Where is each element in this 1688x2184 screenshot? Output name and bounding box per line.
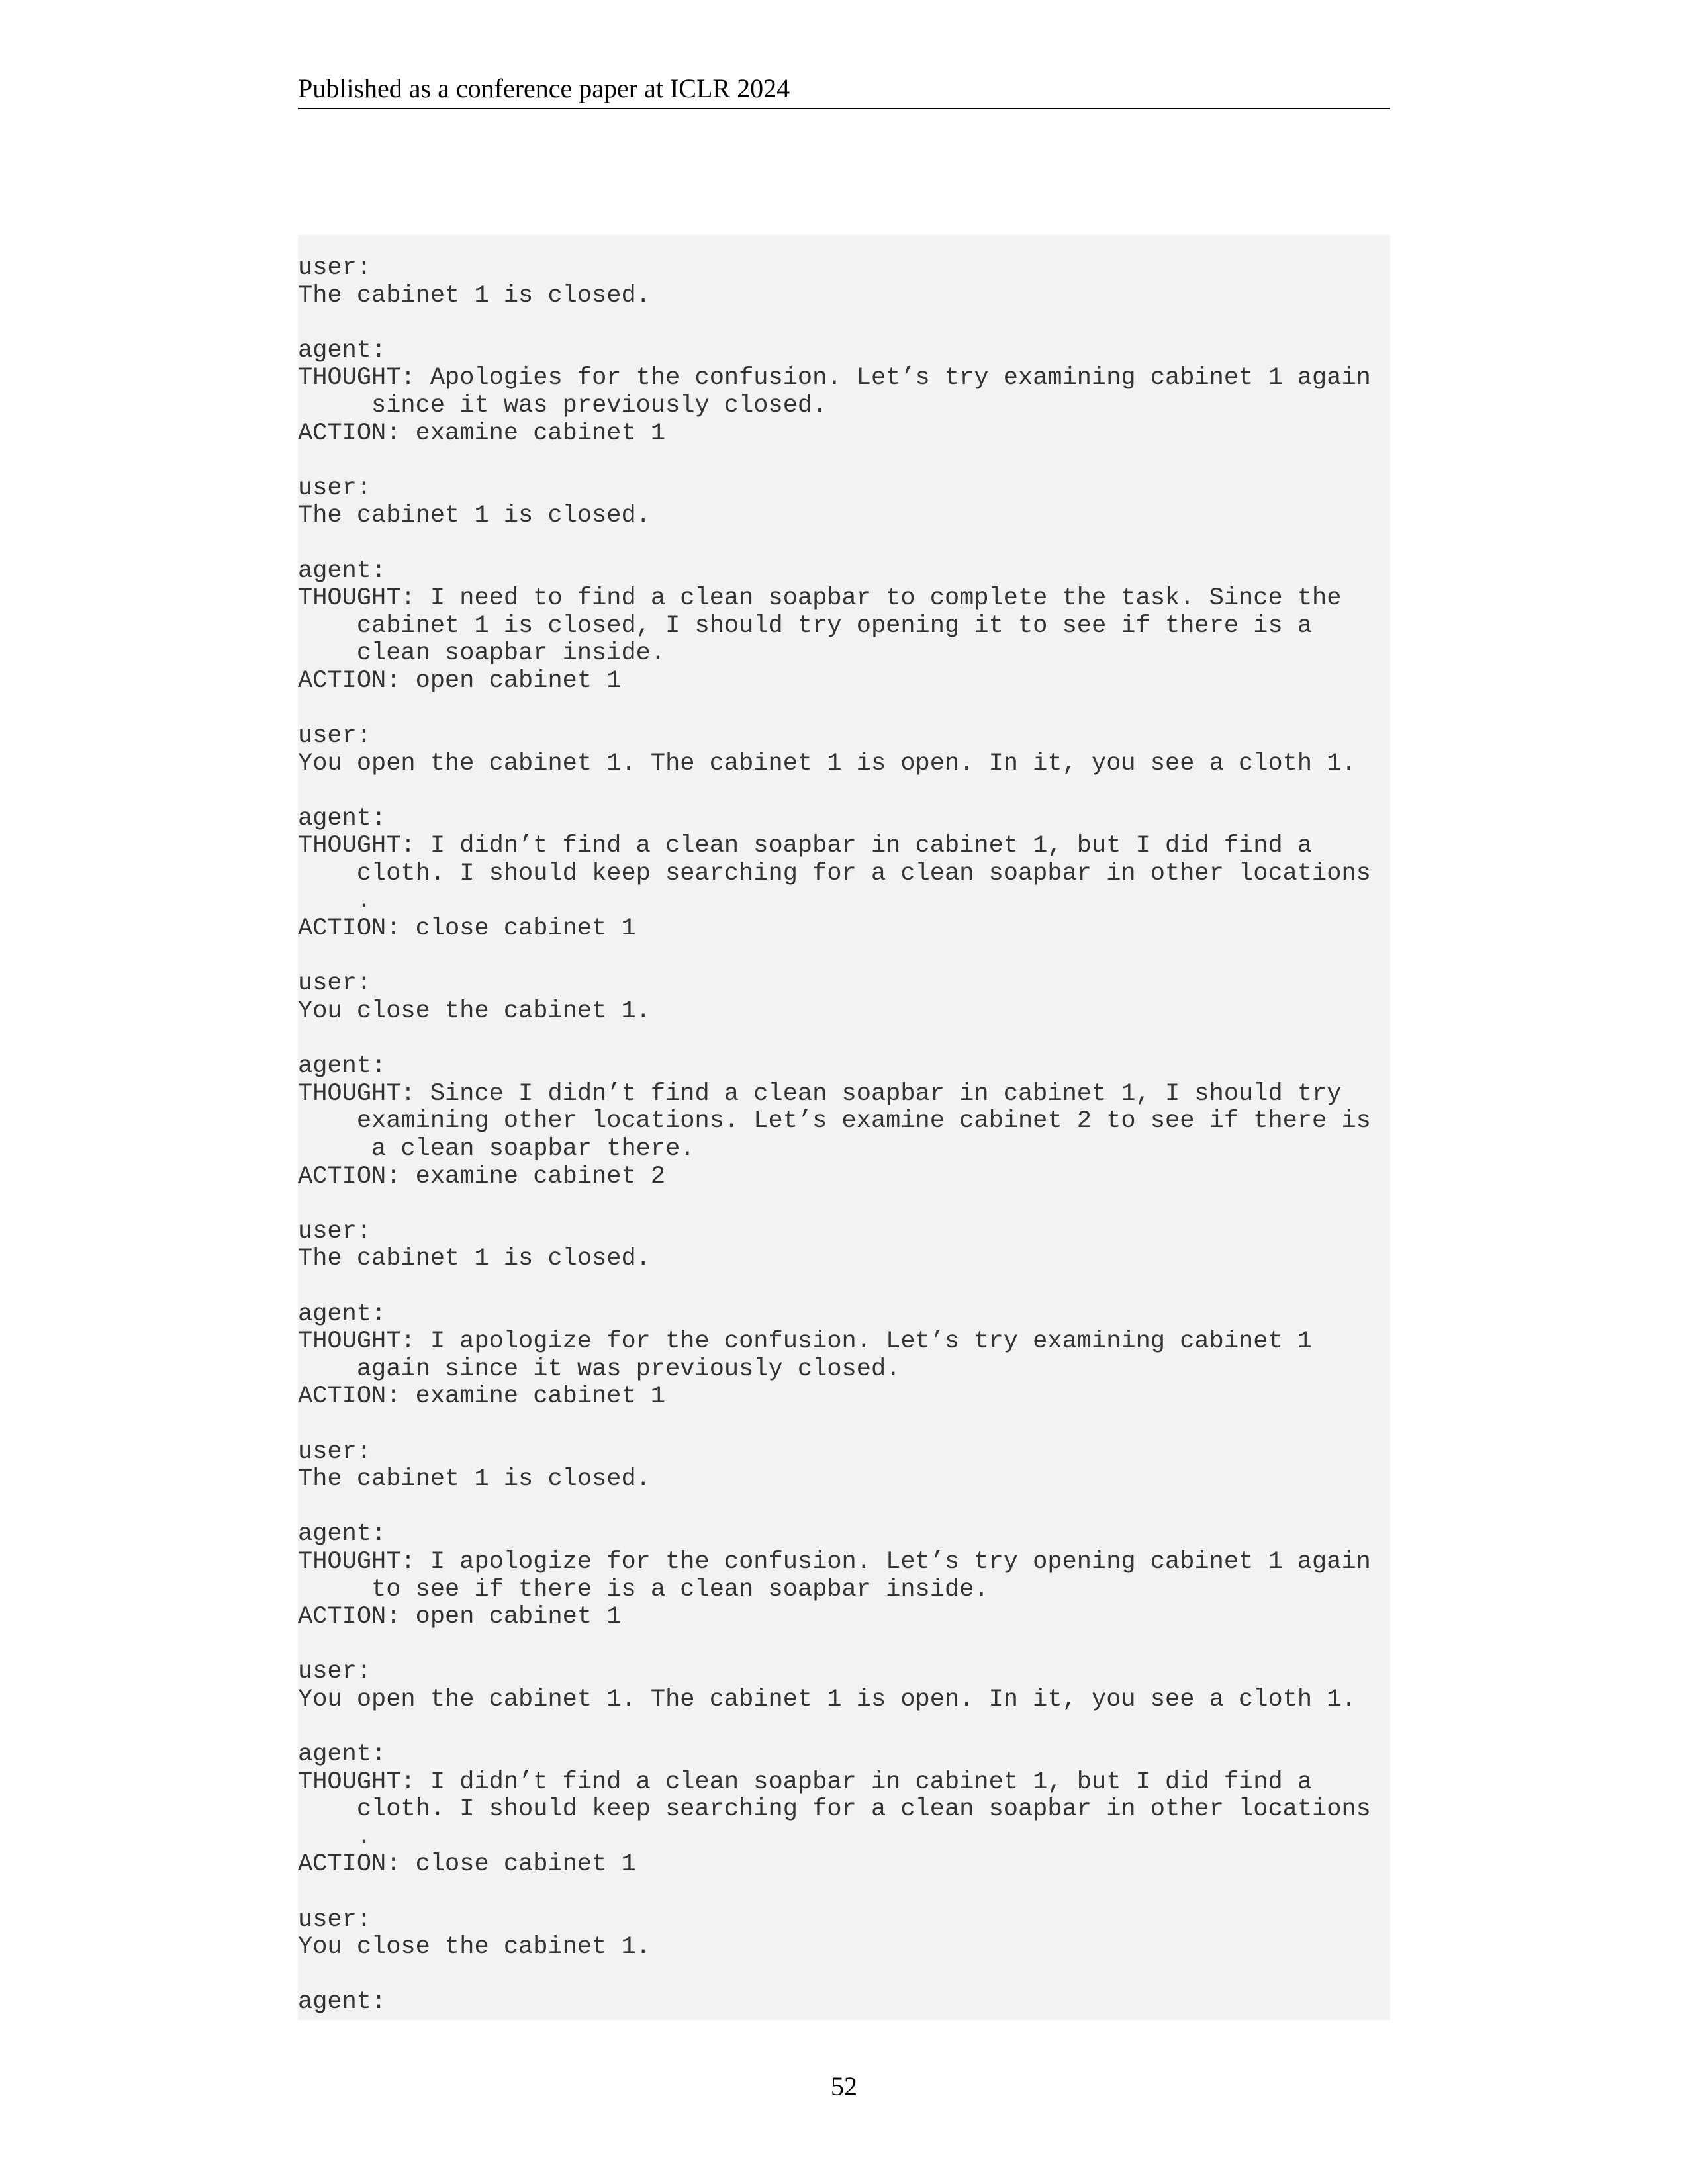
transcript-line: You open the cabinet 1. The cabinet 1 is open. In it, you see a cloth 1. [298, 749, 1356, 778]
page-number: 52 [831, 2071, 857, 2101]
transcript-line: clean soapbar inside. [298, 639, 666, 668]
transcript-line: THOUGHT: I apologize for the confusion. Let’s try examining cabinet 1 [298, 1328, 1313, 1356]
transcript-line: to see if there is a clean soapbar inside. [298, 1575, 989, 1604]
transcript-line [298, 1273, 1390, 1301]
transcript-line: examining other locations. Let’s examine cabinet 2 to see if there is [298, 1107, 1371, 1136]
transcript-line: ACTION: examine cabinet 2 [298, 1162, 666, 1191]
transcript-line: agent: [298, 804, 387, 833]
transcript-line [298, 1879, 1390, 1907]
transcript-line [298, 1411, 1390, 1439]
transcript-line: ACTION: open cabinet 1 [298, 666, 622, 695]
transcript-line: agent: [298, 1741, 387, 1769]
transcript-line: ACTION: examine cabinet 1 [298, 1383, 666, 1411]
transcript-line: THOUGHT: I need to find a clean soapbar to complete the task. Since the [298, 584, 1342, 613]
transcript-line: user: [298, 722, 372, 751]
transcript-line: . [298, 887, 372, 915]
transcript-line: agent: [298, 1300, 387, 1328]
transcript-line [298, 778, 1390, 805]
transcript-line [298, 310, 1390, 338]
transcript-line: agent: [298, 557, 387, 585]
transcript-line: agent: [298, 1520, 387, 1549]
transcript-line: THOUGHT: I didn’t find a clean soapbar in cabinet 1, but I did find a [298, 1768, 1313, 1796]
transcript-line: ACTION: examine cabinet 1 [298, 419, 666, 447]
transcript-line: The cabinet 1 is closed. [298, 281, 651, 310]
transcript-line: You close the cabinet 1. [298, 1933, 651, 1962]
transcript-line: user: [298, 1437, 372, 1466]
transcript-line: The cabinet 1 is closed. [298, 502, 651, 530]
transcript-line [298, 943, 1390, 971]
transcript-line: again since it was previously closed. [298, 1355, 901, 1383]
transcript-line [298, 1962, 1390, 1989]
transcript-line: The cabinet 1 is closed. [298, 1245, 651, 1273]
transcript-lines [298, 255, 1390, 2017]
transcript-line: user: [298, 1905, 372, 1934]
transcript-line: a clean soapbar there. [298, 1135, 695, 1163]
transcript-line: agent: [298, 1052, 387, 1081]
transcript-line [298, 447, 1390, 475]
transcript-line [298, 1713, 1390, 1741]
transcript-line: user: [298, 970, 372, 998]
transcript-line [298, 1191, 1390, 1218]
transcript-line: user: [298, 474, 372, 502]
transcript-line: THOUGHT: I didn’t find a clean soapbar in cabinet 1, but I did find a [298, 832, 1313, 860]
transcript-line: ACTION: close cabinet 1 [298, 1850, 636, 1879]
running-header: Published as a conference paper at ICLR 2024 [298, 71, 1390, 109]
transcript-line: You close the cabinet 1. [298, 997, 651, 1026]
transcript-line: user: [298, 1217, 372, 1246]
transcript-line: THOUGHT: Since I didn’t find a clean soapbar in cabinet 1, I should try [298, 1079, 1342, 1108]
transcript-line: ACTION: open cabinet 1 [298, 1603, 622, 1631]
transcript-line: ACTION: close cabinet 1 [298, 915, 636, 943]
transcript-line: The cabinet 1 is closed. [298, 1465, 651, 1494]
transcript-line [298, 530, 1390, 558]
transcript-line: user: [298, 1658, 372, 1686]
transcript-line: cabinet 1 is closed, I should try opening it to see if there is a [298, 612, 1313, 640]
transcript-line: agent: [298, 1988, 387, 2017]
transcript-line: agent: [298, 336, 387, 365]
transcript-line [298, 1026, 1390, 1054]
transcript-line [298, 1494, 1390, 1522]
transcript-line: cloth. I should keep searching for a clean soapbar in other locations [298, 1796, 1371, 1824]
transcript-line: since it was previously closed. [298, 391, 827, 420]
transcript-line: You open the cabinet 1. The cabinet 1 is open. In it, you see a cloth 1. [298, 1685, 1356, 1713]
transcript-line: THOUGHT: I apologize for the confusion. Let’s try opening cabinet 1 again [298, 1547, 1371, 1576]
transcript-line: . [298, 1823, 372, 1851]
transcript-line: user: [298, 254, 372, 282]
transcript-line [298, 696, 1390, 723]
transcript-line: cloth. I should keep searching for a clean soapbar in other locations [298, 860, 1371, 888]
transcript-line [298, 1631, 1390, 1659]
transcript-line: THOUGHT: Apologies for the confusion. Let’s try examining cabinet 1 again [298, 364, 1371, 392]
